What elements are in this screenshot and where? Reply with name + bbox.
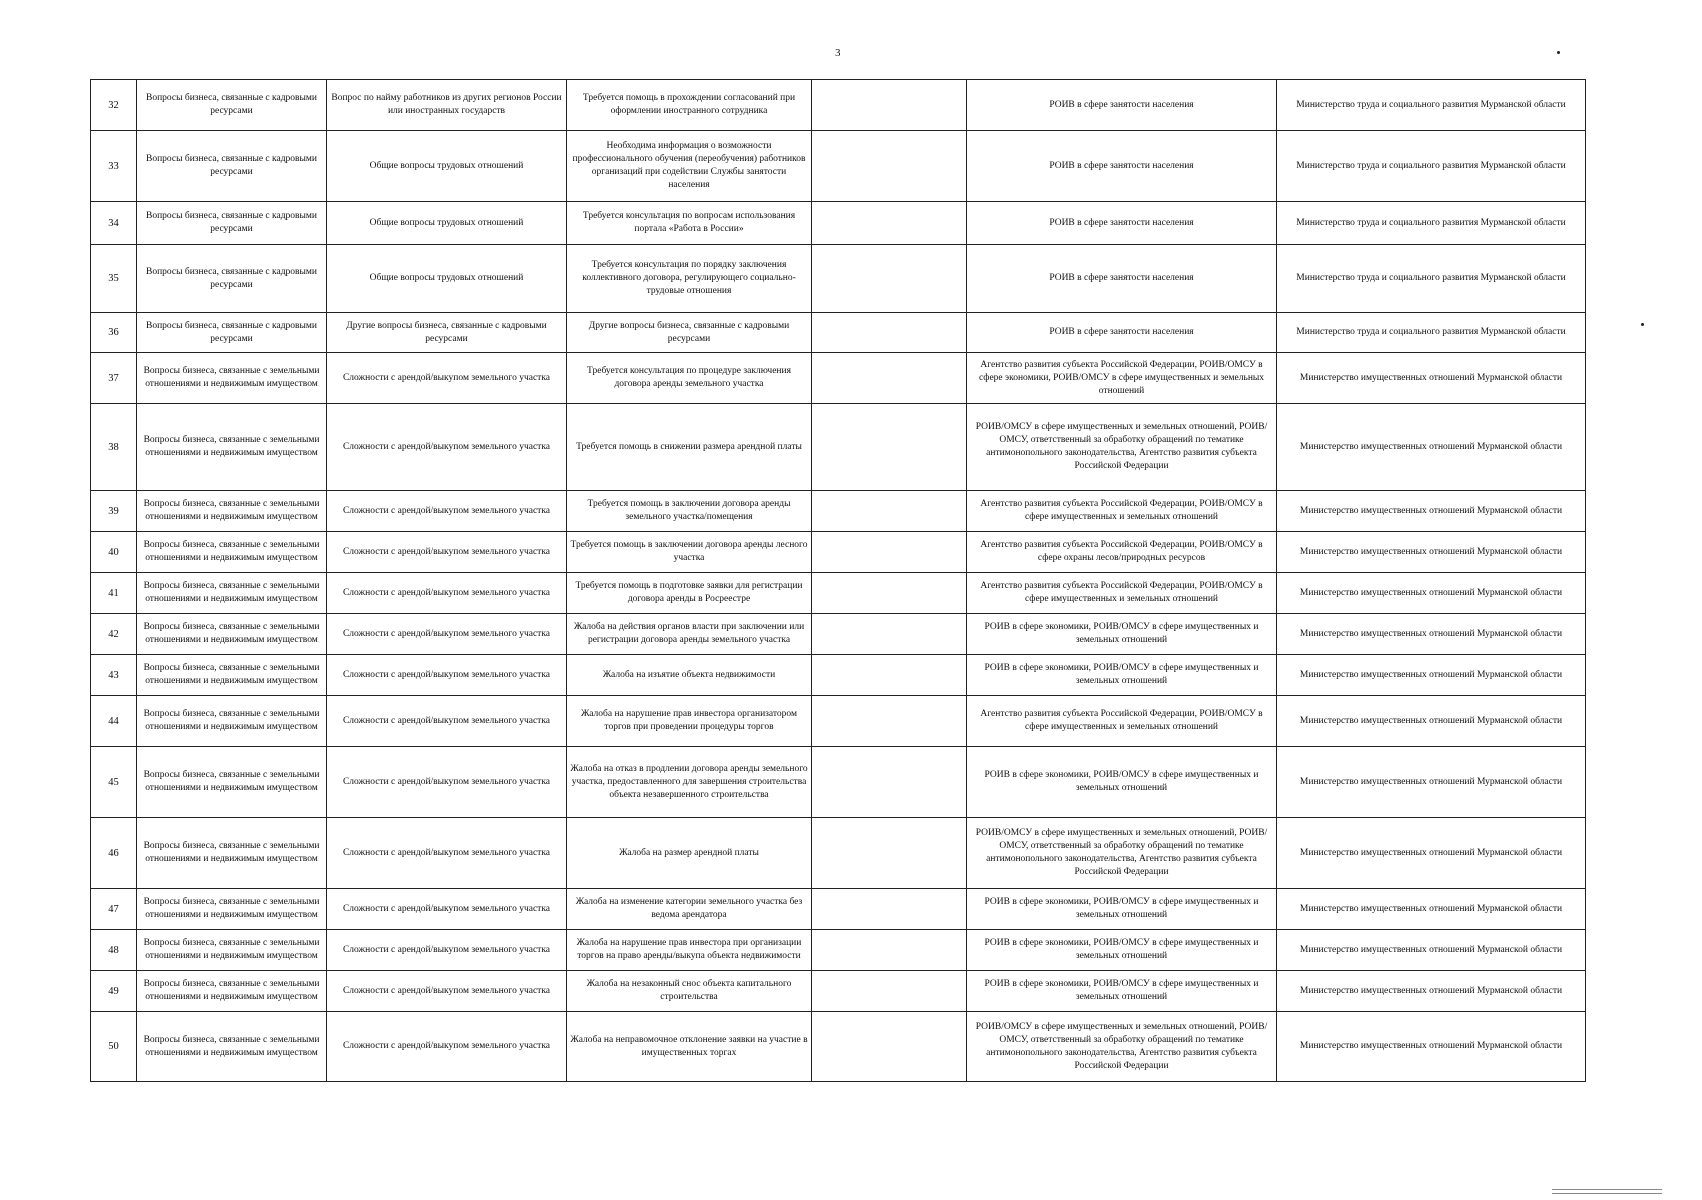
cell-request: Требуется консультация по порядку заключения коллективного договора, регулирующего социально-трудовые отношения xyxy=(567,245,812,313)
table-row xyxy=(91,573,1586,614)
cell-responsible-body: РОИВ в сфере занятости населения xyxy=(967,131,1277,202)
cell-number: 34 xyxy=(91,202,137,245)
cell-category: Вопросы бизнеса, связанные с земельными отношениями и недвижимым имуществом xyxy=(137,655,327,696)
table-row xyxy=(91,747,1586,818)
cell-topic: Сложности с арендой/выкупом земельного участка xyxy=(327,614,567,655)
cell-empty xyxy=(812,614,967,655)
cell-empty xyxy=(812,532,967,573)
cell-topic: Сложности с арендой/выкупом земельного участка xyxy=(327,573,567,614)
cell-topic: Вопрос по найму работников из других регионов России или иностранных государств xyxy=(327,80,567,131)
cell-empty xyxy=(812,930,967,971)
table-row xyxy=(91,655,1586,696)
cell-ministry: Министерство имущественных отношений Мурманской области xyxy=(1277,747,1586,818)
scan-edge-mark xyxy=(1552,1189,1662,1194)
cell-topic: Общие вопросы трудовых отношений xyxy=(327,202,567,245)
cell-ministry: Министерство имущественных отношений Мурманской области xyxy=(1277,353,1586,404)
cell-number: 45 xyxy=(91,747,137,818)
cell-ministry: Министерство имущественных отношений Мурманской области xyxy=(1277,573,1586,614)
cell-category: Вопросы бизнеса, связанные с земельными отношениями и недвижимым имуществом xyxy=(137,696,327,747)
cell-empty xyxy=(812,747,967,818)
cell-empty xyxy=(812,245,967,313)
cell-empty xyxy=(812,404,967,491)
cell-request: Требуется помощь в снижении размера арендной платы xyxy=(567,404,812,491)
cell-request: Жалоба на действия органов власти при заключении или регистрации договора аренды земельного участка xyxy=(567,614,812,655)
cell-number: 44 xyxy=(91,696,137,747)
cell-ministry: Министерство имущественных отношений Мурманской области xyxy=(1277,404,1586,491)
cell-request: Требуется консультация по вопросам использования портала «Работа в России» xyxy=(567,202,812,245)
cell-ministry: Министерство труда и социального развития Мурманской области xyxy=(1277,80,1586,131)
table-row xyxy=(91,313,1586,353)
cell-responsible-body: РОИВ в сфере экономики, РОИВ/ОМСУ в сфере имущественных и земельных отношений xyxy=(967,971,1277,1012)
table-body xyxy=(91,80,1586,1082)
table-row xyxy=(91,696,1586,747)
cell-responsible-body: РОИВ в сфере занятости населения xyxy=(967,80,1277,131)
cell-request: Другие вопросы бизнеса, связанные с кадровыми ресурсами xyxy=(567,313,812,353)
cell-number: 38 xyxy=(91,404,137,491)
cell-responsible-body: Агентство развития субъекта Российской Федерации, РОИВ/ОМСУ в сфере охраны лесов/природных ресурсов xyxy=(967,532,1277,573)
cell-responsible-body: РОИВ в сфере экономики, РОИВ/ОМСУ в сфере имущественных и земельных отношений xyxy=(967,614,1277,655)
table-row xyxy=(91,353,1586,404)
cell-empty xyxy=(812,696,967,747)
cell-topic: Сложности с арендой/выкупом земельного участка xyxy=(327,1012,567,1082)
cell-ministry: Министерство имущественных отношений Мурманской области xyxy=(1277,971,1586,1012)
cell-responsible-body: РОИВ/ОМСУ в сфере имущественных и земельных отношений, РОИВ/ОМСУ, ответственный за обработку обращений по тематике антимонопольного законодательства, Агентство развития субъекта Российской Федерации xyxy=(967,404,1277,491)
cell-request: Жалоба на нарушение прав инвестора организатором торгов при проведении процедуры торгов xyxy=(567,696,812,747)
table-row xyxy=(91,930,1586,971)
cell-ministry: Министерство имущественных отношений Мурманской области xyxy=(1277,889,1586,930)
cell-topic: Сложности с арендой/выкупом земельного участка xyxy=(327,353,567,404)
cell-request: Жалоба на размер арендной платы xyxy=(567,818,812,889)
cell-request: Жалоба на отказ в продлении договора аренды земельного участка, предоставленного для завершения строительства объекта незавершенного строительства xyxy=(567,747,812,818)
cell-number: 36 xyxy=(91,313,137,353)
cell-empty xyxy=(812,971,967,1012)
cell-topic: Сложности с арендой/выкупом земельного участка xyxy=(327,696,567,747)
cell-ministry: Министерство имущественных отношений Мурманской области xyxy=(1277,1012,1586,1082)
cell-request: Требуется консультация по процедуре заключения договора аренды земельного участка xyxy=(567,353,812,404)
cell-topic: Сложности с арендой/выкупом земельного участка xyxy=(327,818,567,889)
cell-ministry: Министерство имущественных отношений Мурманской области xyxy=(1277,655,1586,696)
cell-responsible-body: РОИВ в сфере экономики, РОИВ/ОМСУ в сфере имущественных и земельных отношений xyxy=(967,655,1277,696)
cell-empty xyxy=(812,353,967,404)
cell-ministry: Министерство имущественных отношений Мурманской области xyxy=(1277,818,1586,889)
cell-ministry: Министерство имущественных отношений Мурманской области xyxy=(1277,491,1586,532)
cell-empty xyxy=(812,80,967,131)
cell-category: Вопросы бизнеса, связанные с земельными отношениями и недвижимым имуществом xyxy=(137,747,327,818)
cell-category: Вопросы бизнеса, связанные с земельными отношениями и недвижимым имуществом xyxy=(137,818,327,889)
cell-category: Вопросы бизнеса, связанные с земельными отношениями и недвижимым имуществом xyxy=(137,491,327,532)
cell-category: Вопросы бизнеса, связанные с земельными отношениями и недвижимым имуществом xyxy=(137,353,327,404)
cell-empty xyxy=(812,491,967,532)
cell-category: Вопросы бизнеса, связанные с кадровыми ресурсами xyxy=(137,202,327,245)
cell-ministry: Министерство труда и социального развития Мурманской области xyxy=(1277,245,1586,313)
cell-ministry: Министерство имущественных отношений Мурманской области xyxy=(1277,614,1586,655)
cell-empty xyxy=(812,655,967,696)
cell-request: Требуется помощь в подготовке заявки для регистрации договора аренды в Росреестре xyxy=(567,573,812,614)
cell-topic: Сложности с арендой/выкупом земельного участка xyxy=(327,655,567,696)
cell-number: 50 xyxy=(91,1012,137,1082)
cell-category: Вопросы бизнеса, связанные с земельными отношениями и недвижимым имуществом xyxy=(137,404,327,491)
cell-topic: Сложности с арендой/выкупом земельного участка xyxy=(327,747,567,818)
table-row xyxy=(91,491,1586,532)
cell-number: 43 xyxy=(91,655,137,696)
cell-ministry: Министерство труда и социального развития Мурманской области xyxy=(1277,131,1586,202)
cell-number: 39 xyxy=(91,491,137,532)
cell-responsible-body: РОИВ в сфере занятости населения xyxy=(967,245,1277,313)
cell-number: 47 xyxy=(91,889,137,930)
cell-responsible-body: Агентство развития субъекта Российской Федерации, РОИВ/ОМСУ в сфере имущественных и земельных отношений xyxy=(967,491,1277,532)
cell-topic: Общие вопросы трудовых отношений xyxy=(327,245,567,313)
cell-request: Требуется помощь в прохождении согласований при оформлении иностранного сотрудника xyxy=(567,80,812,131)
table-row xyxy=(91,404,1586,491)
registry-table xyxy=(90,79,1586,1082)
cell-responsible-body: РОИВ/ОМСУ в сфере имущественных и земельных отношений, РОИВ/ОМСУ, ответственный за обработку обращений по тематике антимонопольного законодательства, Агентство развития субъекта Российской Федерации xyxy=(967,818,1277,889)
cell-number: 35 xyxy=(91,245,137,313)
cell-category: Вопросы бизнеса, связанные с земельными отношениями и недвижимым имуществом xyxy=(137,930,327,971)
cell-empty xyxy=(812,573,967,614)
cell-responsible-body: Агентство развития субъекта Российской Федерации, РОИВ/ОМСУ в сфере экономики, РОИВ/ОМСУ в сфере имущественных и земельных отношений xyxy=(967,353,1277,404)
cell-number: 32 xyxy=(91,80,137,131)
scan-dot xyxy=(1641,323,1644,326)
table-row xyxy=(91,614,1586,655)
cell-topic: Сложности с арендой/выкупом земельного участка xyxy=(327,930,567,971)
cell-empty xyxy=(812,131,967,202)
cell-request: Жалоба на изменение категории земельного участка без ведома арендатора xyxy=(567,889,812,930)
cell-category: Вопросы бизнеса, связанные с земельными отношениями и недвижимым имуществом xyxy=(137,971,327,1012)
scan-dot xyxy=(1557,51,1560,54)
cell-request: Требуется помощь в заключении договора аренды лесного участка xyxy=(567,532,812,573)
cell-topic: Общие вопросы трудовых отношений xyxy=(327,131,567,202)
cell-request: Жалоба на неправомочное отклонение заявки на участие в имущественных торгах xyxy=(567,1012,812,1082)
cell-request: Требуется помощь в заключении договора аренды земельного участка/помещения xyxy=(567,491,812,532)
cell-category: Вопросы бизнеса, связанные с кадровыми ресурсами xyxy=(137,245,327,313)
cell-empty xyxy=(812,1012,967,1082)
cell-category: Вопросы бизнеса, связанные с земельными отношениями и недвижимым имуществом xyxy=(137,1012,327,1082)
cell-responsible-body: РОИВ в сфере экономики, РОИВ/ОМСУ в сфере имущественных и земельных отношений xyxy=(967,930,1277,971)
cell-topic: Сложности с арендой/выкупом земельного участка xyxy=(327,889,567,930)
cell-topic: Сложности с арендой/выкупом земельного участка xyxy=(327,971,567,1012)
cell-number: 33 xyxy=(91,131,137,202)
cell-category: Вопросы бизнеса, связанные с кадровыми ресурсами xyxy=(137,131,327,202)
cell-number: 37 xyxy=(91,353,137,404)
table-row xyxy=(91,1012,1586,1082)
cell-category: Вопросы бизнеса, связанные с земельными отношениями и недвижимым имуществом xyxy=(137,532,327,573)
cell-responsible-body: РОИВ в сфере занятости населения xyxy=(967,313,1277,353)
cell-request: Жалоба на незаконный снос объекта капитального строительства xyxy=(567,971,812,1012)
table-row xyxy=(91,202,1586,245)
cell-request: Жалоба на изъятие объекта недвижимости xyxy=(567,655,812,696)
table-row xyxy=(91,532,1586,573)
cell-category: Вопросы бизнеса, связанные с земельными отношениями и недвижимым имуществом xyxy=(137,889,327,930)
cell-category: Вопросы бизнеса, связанные с кадровыми ресурсами xyxy=(137,80,327,131)
table-row xyxy=(91,131,1586,202)
cell-ministry: Министерство имущественных отношений Мурманской области xyxy=(1277,532,1586,573)
cell-responsible-body: Агентство развития субъекта Российской Федерации, РОИВ/ОМСУ в сфере имущественных и земельных отношений xyxy=(967,573,1277,614)
table-row xyxy=(91,80,1586,131)
cell-empty xyxy=(812,313,967,353)
cell-ministry: Министерство имущественных отношений Мурманской области xyxy=(1277,930,1586,971)
cell-responsible-body: РОИВ в сфере занятости населения xyxy=(967,202,1277,245)
cell-empty xyxy=(812,202,967,245)
cell-number: 48 xyxy=(91,930,137,971)
cell-ministry: Министерство труда и социального развития Мурманской области xyxy=(1277,202,1586,245)
cell-responsible-body: РОИВ в сфере экономики, РОИВ/ОМСУ в сфере имущественных и земельных отношений xyxy=(967,747,1277,818)
cell-empty xyxy=(812,889,967,930)
cell-topic: Сложности с арендой/выкупом земельного участка xyxy=(327,491,567,532)
table-row xyxy=(91,971,1586,1012)
cell-topic: Сложности с арендой/выкупом земельного участка xyxy=(327,532,567,573)
cell-number: 40 xyxy=(91,532,137,573)
table-row xyxy=(91,889,1586,930)
cell-category: Вопросы бизнеса, связанные с земельными отношениями и недвижимым имуществом xyxy=(137,573,327,614)
cell-responsible-body: Агентство развития субъекта Российской Федерации, РОИВ/ОМСУ в сфере имущественных и земельных отношений xyxy=(967,696,1277,747)
cell-topic: Сложности с арендой/выкупом земельного участка xyxy=(327,404,567,491)
cell-request: Необходима информация о возможности профессионального обучения (переобучения) работников организаций при содействии Службы занятости населения xyxy=(567,131,812,202)
cell-category: Вопросы бизнеса, связанные с кадровыми ресурсами xyxy=(137,313,327,353)
table-row xyxy=(91,245,1586,313)
cell-category: Вопросы бизнеса, связанные с земельными отношениями и недвижимым имуществом xyxy=(137,614,327,655)
cell-responsible-body: РОИВ/ОМСУ в сфере имущественных и земельных отношений, РОИВ/ОМСУ, ответственный за обработку обращений по тематике антимонопольного законодательства, Агентство развития субъекта Российской Федерации xyxy=(967,1012,1277,1082)
cell-number: 49 xyxy=(91,971,137,1012)
cell-request: Жалоба на нарушение прав инвестора при организации торгов на право аренды/выкупа объекта недвижимости xyxy=(567,930,812,971)
cell-number: 41 xyxy=(91,573,137,614)
cell-responsible-body: РОИВ в сфере экономики, РОИВ/ОМСУ в сфере имущественных и земельных отношений xyxy=(967,889,1277,930)
cell-ministry: Министерство имущественных отношений Мурманской области xyxy=(1277,696,1586,747)
cell-number: 42 xyxy=(91,614,137,655)
cell-topic: Другие вопросы бизнеса, связанные с кадровыми ресурсами xyxy=(327,313,567,353)
table-row xyxy=(91,818,1586,889)
page-number: 3 xyxy=(835,47,841,59)
cell-empty xyxy=(812,818,967,889)
cell-number: 46 xyxy=(91,818,137,889)
cell-ministry: Министерство труда и социального развития Мурманской области xyxy=(1277,313,1586,353)
